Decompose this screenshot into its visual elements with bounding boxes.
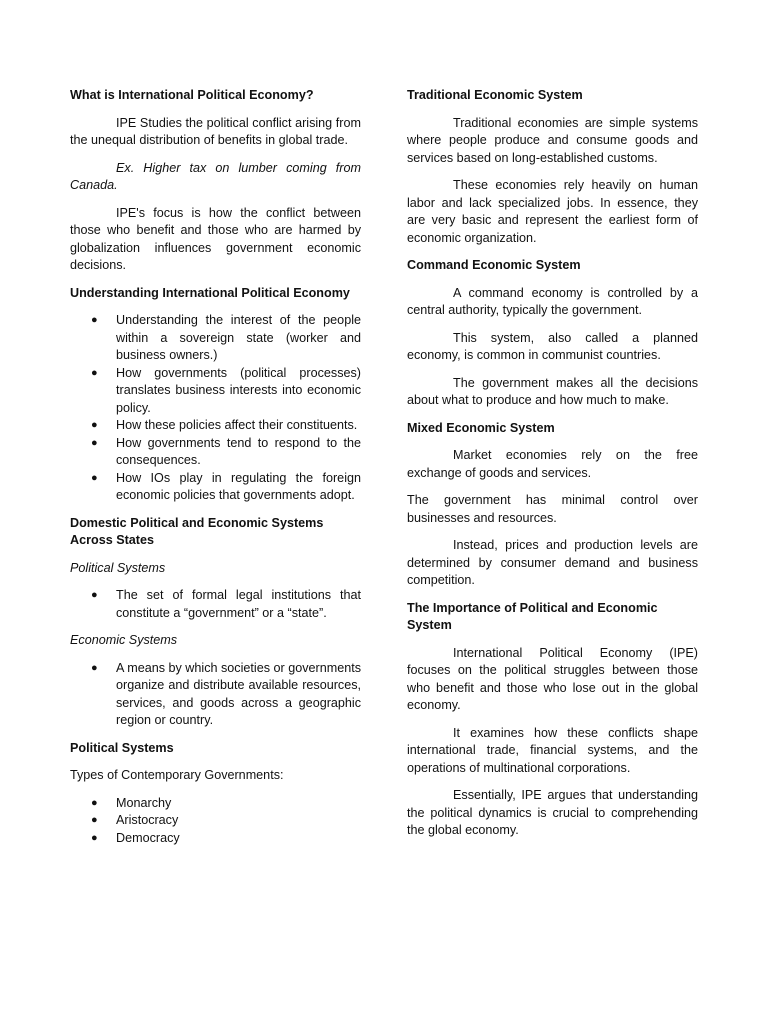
paragraph: IPE Studies the political conflict arising from the unequal distribution of benefits in global trade. bbox=[70, 115, 361, 147]
list-item-text: Understanding the interest of the people within a sovereign state (worker and business owners.) bbox=[116, 313, 361, 362]
list-item bbox=[70, 660, 361, 730]
list-item bbox=[70, 312, 361, 365]
subheading-political-systems: Political Systems bbox=[70, 560, 166, 575]
paragraph: These economies rely heavily on human labor and lack specialized jobs. In essence, they are very basic and represent the earliest form of economic organization. bbox=[407, 178, 698, 245]
bullet-icon: ● bbox=[91, 589, 98, 601]
bullet-icon: ● bbox=[91, 796, 98, 809]
list-item bbox=[70, 812, 361, 830]
paragraph: A command economy is controlled by a central authority, typically the government. bbox=[407, 285, 698, 317]
bullet-icon: ● bbox=[91, 471, 98, 484]
heading-importance-of-systems: The Importance of Political and Economic System bbox=[407, 600, 658, 632]
paragraph: It examines how these conflicts shape international trade, financial systems, and the operations of multinational corporations. bbox=[407, 725, 698, 775]
bullet-list-government-types bbox=[70, 795, 361, 848]
list-item-text: How these policies affect their constituents. bbox=[116, 418, 358, 432]
list-item bbox=[70, 587, 361, 622]
list-item bbox=[70, 417, 361, 435]
bullet-list-economic-systems bbox=[70, 660, 361, 730]
list-item-text: The set of formal legal institutions that constitute a “government” or a “state”. bbox=[116, 588, 361, 620]
list-item bbox=[70, 365, 361, 418]
left-column bbox=[70, 87, 361, 857]
heading-domestic-systems: Domestic Political and Economic Systems Across States bbox=[70, 515, 324, 547]
example-paragraph: Ex. Higher tax on lumber coming from Canada. bbox=[70, 160, 361, 192]
bullet-icon: ● bbox=[91, 419, 98, 431]
paragraph: The government makes all the decisions about what to produce and how much to make. bbox=[407, 375, 698, 407]
list-item bbox=[70, 435, 361, 470]
list-item bbox=[70, 795, 361, 813]
paragraph: This system, also called a planned economy, is common in communist countries. bbox=[407, 330, 698, 362]
bullet-list-understanding bbox=[70, 312, 361, 505]
list-item-text: Monarchy bbox=[116, 795, 172, 810]
bullet-icon: ● bbox=[91, 436, 98, 449]
list-item-text: Aristocracy bbox=[116, 813, 179, 827]
heading-understanding-ipe: Understanding International Political Economy bbox=[70, 285, 350, 300]
bullet-icon: ● bbox=[91, 661, 98, 674]
heading-what-is-ipe: What is International Political Economy? bbox=[70, 88, 314, 102]
heading-traditional-economic-system: Traditional Economic System bbox=[407, 88, 583, 102]
list-item-text: A means by which societies or governments organize and distribute available resources, services, and goods across a geographic region or country. bbox=[116, 660, 361, 727]
paragraph: IPE's focus is how the conflict between those who benefit and those who are harmed by globalization influences government economic decisions. bbox=[70, 205, 361, 272]
bullet-list-political-systems bbox=[70, 587, 361, 622]
paragraph: Traditional economies are simple systems where people produce and consume goods and services based on long-established customs. bbox=[407, 115, 698, 165]
paragraph: International Political Economy (IPE) focuses on the political struggles between those who benefit and those who lose out in the global economy. bbox=[407, 645, 698, 712]
bullet-icon: ● bbox=[91, 366, 98, 379]
paragraph: Market economies rely on the free exchange of goods and services. bbox=[407, 448, 698, 480]
list-item bbox=[70, 470, 361, 505]
list-item bbox=[70, 830, 361, 848]
heading-political-systems: Political Systems bbox=[70, 740, 174, 755]
paragraph: Instead, prices and production levels are determined by consumer demand and business competition. bbox=[407, 538, 698, 587]
heading-mixed-economic-system: Mixed Economic System bbox=[407, 420, 555, 435]
list-item-text: Democracy bbox=[116, 830, 180, 845]
paragraph: The government has minimal control over businesses and resources. bbox=[407, 493, 698, 525]
right-column bbox=[407, 87, 698, 850]
paragraph: Types of Contemporary Governments: bbox=[70, 768, 284, 782]
bullet-icon: ● bbox=[91, 314, 98, 326]
list-item-text: How governments (political processes) translates business interests into economic policy. bbox=[116, 365, 361, 415]
list-item-text: How IOs play in regulating the foreign economic policies that governments adopt. bbox=[116, 470, 361, 502]
subheading-economic-systems: Economic Systems bbox=[70, 633, 178, 647]
bullet-icon: ● bbox=[91, 831, 98, 844]
list-item-text: How governments tend to respond to the consequences. bbox=[116, 435, 361, 467]
heading-command-economic-system: Command Economic System bbox=[407, 258, 581, 272]
paragraph: Essentially, IPE argues that understanding the political dynamics is crucial to comprehending the global economy. bbox=[407, 788, 698, 837]
bullet-icon: ● bbox=[91, 814, 98, 826]
